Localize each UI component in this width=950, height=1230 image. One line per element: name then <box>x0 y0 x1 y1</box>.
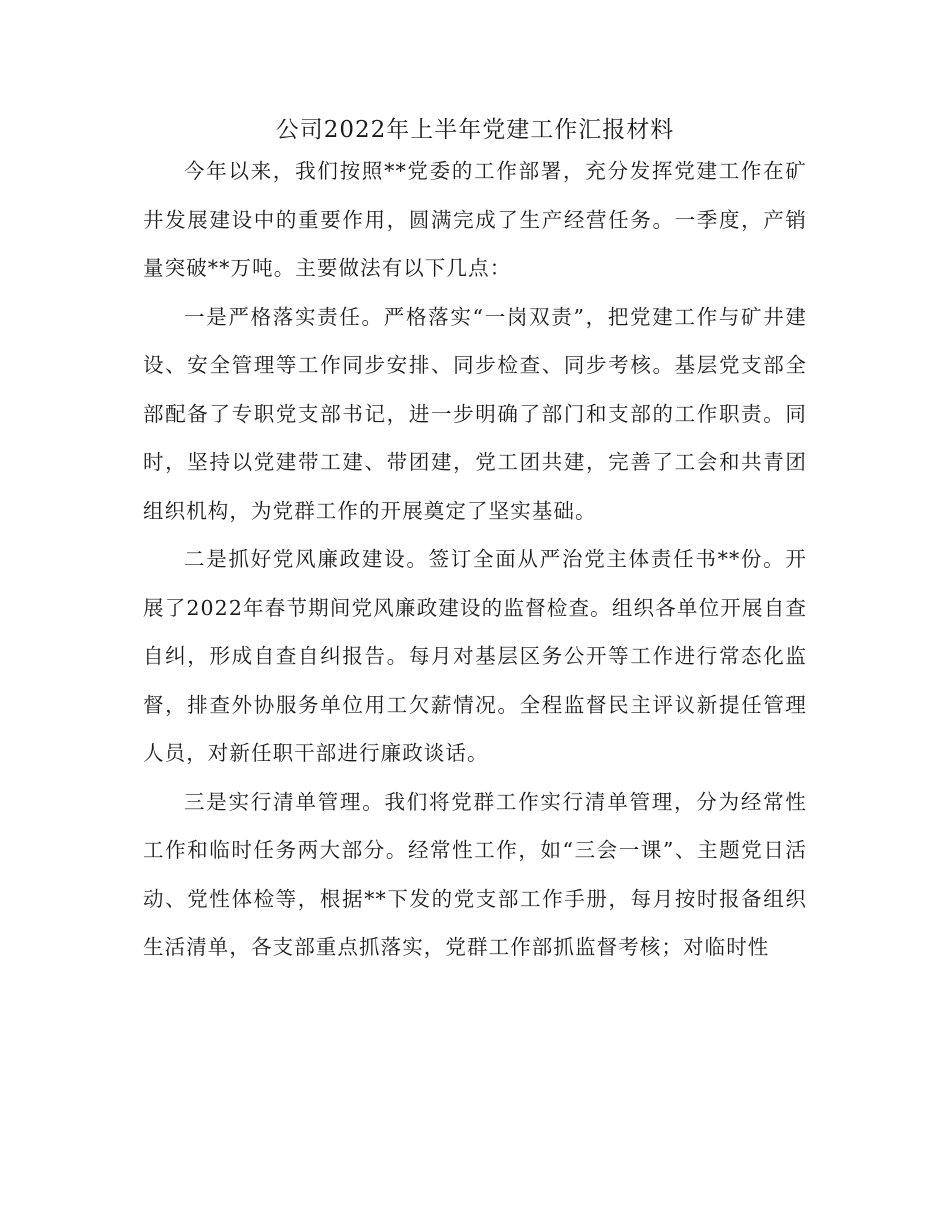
paragraph-list-management: 三是实行清单管理。我们将党群工作实行清单管理，分为经常性工作和临时任务两大部分。经常性工作，如“三会一课”、主题党日活动、党性体检等，根据**下发的党支部工作手册，每月按时报备组织生活清单，各支部重点抓落实，党群工作部抓监督考核；对临时性 <box>143 789 807 959</box>
paragraph-integrity: 二是抓好党风廉政建设。签订全面从严治党主体责任书**份。开展了2022年春节期间党风廉政建设的监督检查。组织各单位开展自查自纠，形成自查自纠报告。每月对基层区务公开等工作进行常态化监督，排查外协服务单位用工欠薪情况。全程监督民主评议新提任管理人员，对新任职干部进行廉政谈话。 <box>143 547 807 765</box>
document-body <box>143 147 807 972</box>
paragraph-intro: 今年以来，我们按照**党委的工作部署，充分发挥党建工作在矿井发展建设中的重要作用，圆满完成了生产经营任务。一季度，产销量突破**万吨。主要做法有以下几点： <box>143 159 807 280</box>
document-title: 公司2022年上半年党建工作汇报材料 <box>275 117 675 143</box>
paragraph-responsibility: 一是严格落实责任。严格落实“一岗双责”，把党建工作与矿井建设、安全管理等工作同步安排、同步检查、同步考核。基层党支部全部配备了专职党支部书记，进一步明确了部门和支部的工作职责。同时，坚持以党建带工建、带团建，党工团共建，完善了工会和共青团组织机构，为党群工作的开展奠定了坚实基础。 <box>143 304 807 523</box>
